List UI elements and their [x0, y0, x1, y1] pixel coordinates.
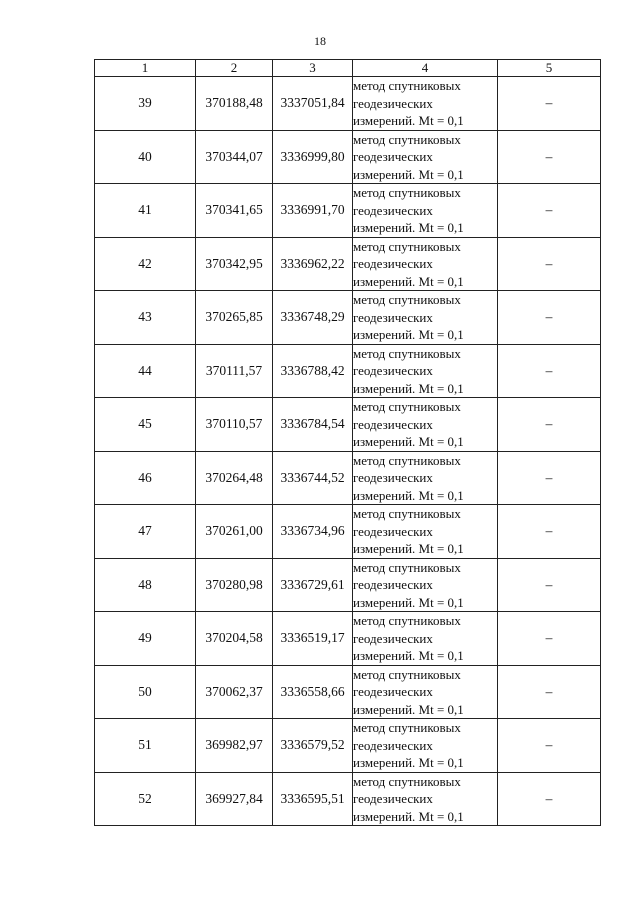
table-row — [95, 184, 601, 238]
coord-x-cell: 370188,48 — [196, 77, 273, 131]
method-cell — [353, 772, 498, 826]
point-number-cell: 51 — [95, 719, 196, 773]
method-line: метод спутниковых — [353, 773, 461, 789]
table-row — [95, 558, 601, 612]
method-line: метод спутниковых — [353, 666, 461, 682]
coord-x-cell: 370261,00 — [196, 505, 273, 559]
table-row — [95, 344, 601, 398]
description-cell: – — [498, 291, 601, 345]
description-cell: – — [498, 77, 601, 131]
method-line: метод спутниковых — [353, 720, 461, 735]
point-number-cell: 47 — [95, 505, 196, 559]
header-col-1: 1 — [95, 60, 196, 77]
method-line: геодезических — [353, 256, 433, 271]
coord-y-cell: 3336558,66 — [273, 665, 353, 719]
coord-x-cell: 370264,48 — [196, 451, 273, 505]
coord-x-cell: 370342,95 — [196, 237, 273, 291]
method-line: геодезических — [353, 577, 433, 592]
method-line: метод спутниковых — [353, 185, 461, 200]
method-line: метод спутниковых — [353, 292, 461, 307]
point-number-cell: 46 — [95, 451, 196, 505]
method-cell — [353, 237, 498, 291]
description-cell: – — [498, 719, 601, 773]
description-cell: – — [498, 665, 601, 719]
method-line: геодезических — [353, 363, 433, 378]
description-cell: – — [498, 772, 601, 826]
point-number-cell: 40 — [95, 130, 196, 184]
method-line: метод спутниковых — [353, 613, 461, 628]
method-line: измерений. Mt = 0,1 — [353, 487, 464, 503]
method-cell — [353, 184, 498, 238]
description-cell: – — [498, 558, 601, 612]
coord-x-cell: 370280,98 — [196, 558, 273, 612]
coord-y-cell: 3336991,70 — [273, 184, 353, 238]
method-line: метод спутниковых — [353, 506, 461, 521]
method-line: измерений. Mt = 0,1 — [353, 327, 464, 342]
method-line: измерений. Mt = 0,1 — [353, 380, 464, 396]
point-number-cell: 42 — [95, 237, 196, 291]
coord-y-cell: 3337051,84 — [273, 77, 353, 131]
coord-y-cell: 3336519,17 — [273, 612, 353, 666]
method-line: геодезических — [353, 416, 433, 432]
table-row — [95, 505, 601, 559]
method-line: геодезических — [353, 470, 433, 485]
point-number-cell: 48 — [95, 558, 196, 612]
method-line: измерений. Mt = 0,1 — [353, 166, 464, 182]
method-line: геодезических — [353, 202, 433, 218]
coord-x-cell: 369982,97 — [196, 719, 273, 773]
method-line: измерений. Mt = 0,1 — [353, 220, 464, 235]
coord-x-cell: 370341,65 — [196, 184, 273, 238]
description-cell: – — [498, 451, 601, 505]
method-line: измерений. Mt = 0,1 — [353, 701, 464, 717]
table-row — [95, 77, 601, 131]
header-col-3: 3 — [273, 60, 353, 77]
coord-y-cell: 3336999,80 — [273, 130, 353, 184]
description-cell: – — [498, 612, 601, 666]
header-col-2: 2 — [196, 60, 273, 77]
method-line: метод спутниковых — [353, 238, 461, 254]
coord-x-cell: 370062,37 — [196, 665, 273, 719]
method-line: измерений. Mt = 0,1 — [353, 113, 464, 128]
method-cell — [353, 77, 498, 131]
method-line: измерений. Mt = 0,1 — [353, 273, 464, 289]
table-row — [95, 130, 601, 184]
coord-x-cell: 370204,58 — [196, 612, 273, 666]
coord-x-cell: 369927,84 — [196, 772, 273, 826]
method-line: геодезических — [353, 630, 433, 646]
method-line: измерений. Mt = 0,1 — [353, 594, 464, 610]
page-number: 18 — [314, 34, 326, 48]
point-number-cell: 45 — [95, 398, 196, 452]
table-header — [95, 60, 601, 77]
method-cell — [353, 505, 498, 559]
method-line: метод спутниковых — [353, 345, 461, 361]
coordinates-table — [94, 59, 601, 826]
method-cell — [353, 558, 498, 612]
header-row — [95, 60, 601, 77]
description-cell: – — [498, 505, 601, 559]
method-line: геодезических — [353, 523, 433, 539]
point-number-cell: 44 — [95, 344, 196, 398]
method-cell — [353, 451, 498, 505]
method-cell — [353, 665, 498, 719]
method-line: метод спутниковых — [353, 78, 461, 93]
method-cell — [353, 612, 498, 666]
coord-y-cell: 3336729,61 — [273, 558, 353, 612]
method-line: геодезических — [353, 149, 433, 164]
table-body — [95, 77, 601, 826]
method-line: геодезических — [353, 309, 433, 325]
coord-x-cell: 370344,07 — [196, 130, 273, 184]
method-line: измерений. Mt = 0,1 — [353, 541, 464, 556]
method-line: метод спутниковых — [353, 131, 461, 147]
method-line: метод спутниковых — [353, 399, 461, 414]
method-line: измерений. Mt = 0,1 — [353, 648, 464, 663]
coord-y-cell: 3336595,51 — [273, 772, 353, 826]
description-cell: – — [498, 344, 601, 398]
coord-x-cell: 370111,57 — [196, 344, 273, 398]
coord-x-cell: 370110,57 — [196, 398, 273, 452]
header-col-5: 5 — [498, 60, 601, 77]
table-row — [95, 451, 601, 505]
method-cell — [353, 130, 498, 184]
coord-y-cell: 3336579,52 — [273, 719, 353, 773]
method-line: геодезических — [353, 95, 433, 111]
point-number-cell: 50 — [95, 665, 196, 719]
point-number-cell: 41 — [95, 184, 196, 238]
coord-y-cell: 3336788,42 — [273, 344, 353, 398]
table-row — [95, 398, 601, 452]
coord-y-cell: 3336748,29 — [273, 291, 353, 345]
method-cell — [353, 344, 498, 398]
method-line: геодезических — [353, 684, 433, 699]
table-row — [95, 772, 601, 826]
table-row — [95, 612, 601, 666]
coord-y-cell: 3336744,52 — [273, 451, 353, 505]
header-col-4: 4 — [353, 60, 498, 77]
table-row — [95, 665, 601, 719]
point-number-cell: 52 — [95, 772, 196, 826]
coord-x-cell: 370265,85 — [196, 291, 273, 345]
method-line: геодезических — [353, 737, 433, 753]
method-line: метод спутниковых — [353, 452, 461, 468]
coord-y-cell: 3336734,96 — [273, 505, 353, 559]
table-row — [95, 237, 601, 291]
method-line: измерений. Mt = 0,1 — [353, 808, 464, 824]
method-cell — [353, 719, 498, 773]
method-line: геодезических — [353, 791, 433, 806]
description-cell: – — [498, 398, 601, 452]
coord-y-cell: 3336784,54 — [273, 398, 353, 452]
method-line: метод спутниковых — [353, 559, 461, 575]
table-row — [95, 719, 601, 773]
method-cell — [353, 291, 498, 345]
table-row — [95, 291, 601, 345]
point-number-cell: 43 — [95, 291, 196, 345]
coord-y-cell: 3336962,22 — [273, 237, 353, 291]
description-cell: – — [498, 184, 601, 238]
method-cell — [353, 398, 498, 452]
method-line: измерений. Mt = 0,1 — [353, 434, 464, 449]
method-line: измерений. Mt = 0,1 — [353, 755, 464, 770]
point-number-cell: 49 — [95, 612, 196, 666]
description-cell: – — [498, 130, 601, 184]
description-cell: – — [498, 237, 601, 291]
point-number-cell: 39 — [95, 77, 196, 131]
